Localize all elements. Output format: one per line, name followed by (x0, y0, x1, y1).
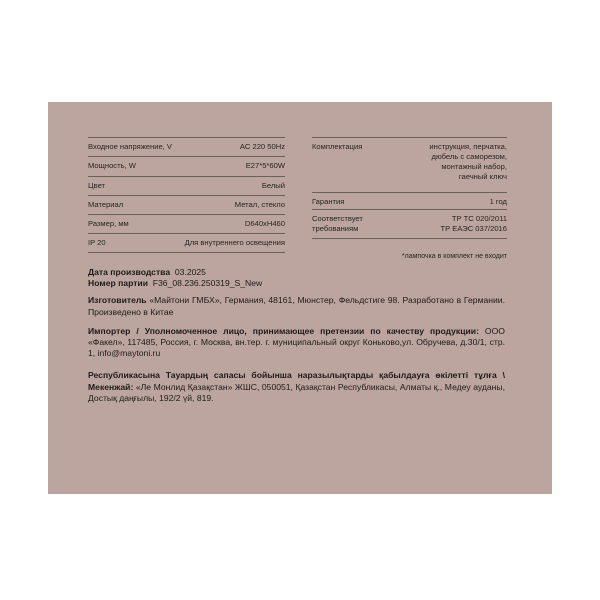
spec-key: Размер, мм (88, 219, 129, 229)
spec-row (88, 195, 285, 214)
kit-line: монтажный набор, (441, 162, 507, 171)
compliance-value (440, 214, 507, 234)
production-date-value: 03.2025 (174, 267, 206, 277)
warranty-value: 1 год (489, 197, 507, 206)
importer-info (88, 326, 505, 360)
manufacturer-text: «Майтони ГМБХ», Германия, 48161, Мюнстер, Фельдстиге 98. Разработано в Германии. Произведено в Китае (88, 295, 505, 317)
spec-value: Метал, стекло (234, 199, 285, 209)
kit-line: гаечный ключ (458, 172, 507, 181)
spec-key: IP 20 (88, 238, 106, 248)
compliance-row (312, 209, 507, 239)
spec-value: Белый (261, 180, 285, 190)
warranty-label: Гарантия (312, 197, 345, 206)
spec-key: Материал (88, 199, 124, 209)
warranty-row (312, 192, 507, 209)
kit-value (429, 142, 507, 182)
compliance-label-line: Соответствует (312, 214, 363, 223)
compliance-label (312, 214, 363, 234)
spec-value: Для внутреннего освещения (184, 238, 285, 248)
production-date-label: Дата производства (88, 267, 171, 277)
spec-row (88, 176, 285, 195)
importer-label: Импортер / Уполномоченное лицо, принимающее претензии по качеству продукции: (88, 325, 479, 336)
kazakh-text: «Ле Монлид Қазақстан» ЖШС, 050051, Қазақстан Республикасы, Алматы қ., Медеу ауданы, Достық даңғылы, 192/2 үй, 819. (88, 381, 505, 403)
compliance-line: ТР ЕАЭС 037/2016 (440, 224, 507, 233)
kazakh-representative-info (88, 370, 505, 404)
spec-value: D640хH460 (244, 219, 285, 229)
batch-label: Номер партии (88, 278, 148, 289)
spec-row (88, 137, 285, 156)
batch-number (88, 278, 505, 289)
spec-value: AC 220 50Hz (239, 142, 285, 151)
product-label (48, 102, 552, 494)
compliance-label-line: требованиям (312, 224, 359, 233)
importer-text: ООО «Факел», 117485, Россия, г. Москва, вн.тер. г. муниципальный округ Коньково,ул. Обручева, д.30/1, стр. 1, info@maytoni.ru (88, 325, 505, 359)
label-body (88, 267, 505, 404)
spec-row (88, 214, 285, 233)
kit-label: Комплектация (312, 142, 363, 151)
spec-table-left (88, 137, 285, 253)
manufacturer-label: Изготовитель (88, 295, 147, 306)
manufacturer-info (88, 295, 505, 317)
spec-row (88, 156, 285, 175)
kit-line: инструкция, перчатка, (429, 142, 507, 151)
spec-row (88, 233, 285, 252)
spec-key: Мощность, W (88, 161, 136, 171)
kazakh-label: Республикасына Тауардың сапасы бойынша наразылықтарды қабылдауға өкілетті тұлға \ Мекенжай: (88, 370, 505, 392)
compliance-line: ТР ТС 020/2011 (451, 214, 507, 223)
batch-value: F36_08.236.250319_S_New (152, 278, 263, 289)
spec-table-right (312, 137, 507, 239)
spec-key: Входное напряжение, V (88, 142, 172, 151)
spec-key: Цвет (88, 180, 106, 190)
spec-value: E27*5*60W (245, 161, 285, 171)
kit-line: дюбель с саморезом, (431, 152, 507, 161)
lamp-note: *лампочка в комплект не входит (401, 253, 507, 260)
production-date (88, 267, 505, 278)
kit-row (312, 137, 507, 192)
